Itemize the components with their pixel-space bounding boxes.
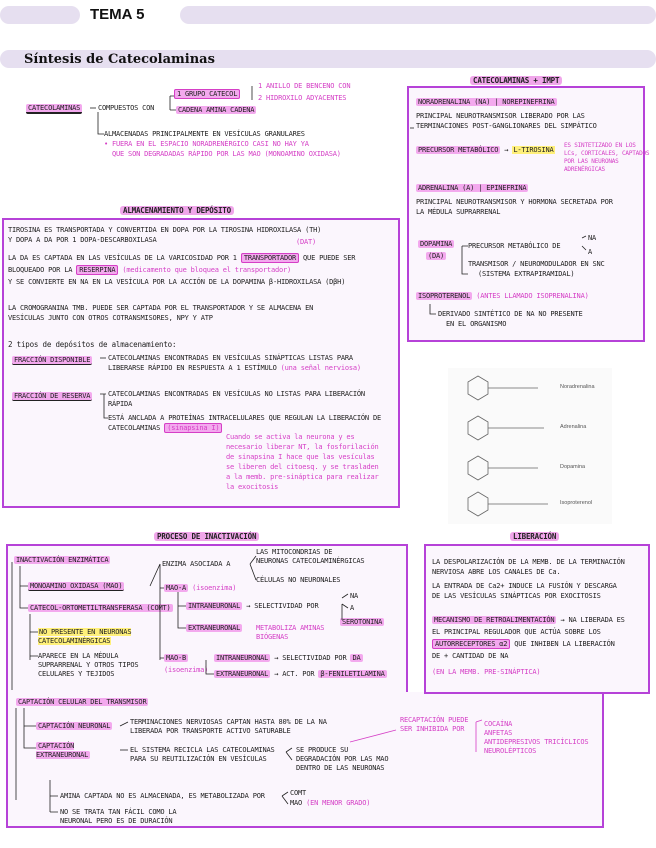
- inact-extra: EXTRANEURONAL: [188, 624, 241, 632]
- cat-anillo: 1 ANILLO DE BENCENO CON: [258, 82, 351, 90]
- lib-auto: AUTORRECEPTORES α2 QUE INHIBEN LA LIBERACIÓN: [432, 640, 615, 649]
- na-prec: PRECURSOR METABÓLICO → L-TIROSINA: [418, 146, 554, 154]
- cat-grupo: 1 GRUPO CATECOL: [174, 90, 240, 99]
- dop-title: DOPAMINA: [420, 240, 453, 248]
- dop-a: A: [588, 248, 593, 256]
- almac-p3a: LA CROMOGRANINA TMB. PUEDE SER CAPTADA POR EL TRANSPORTADOR Y SE ALMACENA EN: [8, 304, 314, 312]
- almac-p2d: Y SE CONVIERTE EN NA EN LA VESÍCULA POR LA ACCIÓN DE LA DOPAMINA β-HIDROXILASA (DβH): [8, 278, 346, 286]
- capt-cap2: AMINA CAPTADA NO ES ALMACENADA, ES METABOLIZADA POR: [60, 792, 265, 800]
- dop-abbr: (DA): [428, 252, 445, 260]
- lib-title: LIBERACIÓN: [510, 532, 559, 542]
- almac-res2: RÁPIDA: [108, 400, 133, 408]
- almac-p1a: TIROSINA ES TRANSPORTADA Y CONVERTIDA EN DOPA POR LA TIROSINA HIDROXILASA (TH): [8, 226, 322, 234]
- inact-title: PROCESO DE INACTIVACIÓN: [154, 532, 259, 542]
- capt-neur1: TERMINACIONES NERVIOSAS CAPTAN HASTA 80% DE LA NA LIBERADA POR TRANSPORTE ACTIVO SATURABLE: [130, 718, 327, 735]
- almac-p2a: LA DA ES CAPTADA EN LAS VESÍCULAS DE LA VARICOSIDAD POR 1 TRANSPORTADOR QUE PUEDE SER: [8, 254, 356, 262]
- ad-title: ADRENALINA (A) | EPINEFRINA: [418, 184, 527, 192]
- inact-maoA: MAO-A (isoenzima): [166, 584, 237, 592]
- almac-p3b: VESÍCULAS JUNTO CON OTROS COTRANSMISORES, NPY Y ATP: [8, 314, 213, 322]
- inact-metab: METABOLIZA AMINAS BIÓGENAS: [256, 624, 325, 641]
- header-bar-left: [0, 6, 80, 24]
- cat-alm3: QUE SON DEGRADADAS RÁPIDO POR LAS MAO (MONOAMINO OXIDASA): [112, 150, 341, 158]
- almac-tipos: 2 tipos de depósitos de almacenamiento:: [8, 340, 177, 349]
- dop-na: NA: [588, 234, 597, 242]
- inact-intraB: INTRANEURONAL → SELECTIVIDAD POR DA: [216, 654, 361, 662]
- cat-alm2: • FUERA EN EL ESPACIO NORADRENÉRGICO CASI NO HAY YA: [104, 140, 309, 148]
- mol-dopamina: Dopamina: [560, 464, 586, 470]
- capt-ext2: SE PRODUCE SU DEGRADACIÓN POR LAS MAO DENTRO DE LAS NEURONAS: [296, 746, 389, 772]
- dop-line3: (SISTEMA EXTRAPIRAMIDAL): [478, 270, 575, 278]
- capt-neur: CAPTACIÓN NEURONAL: [38, 722, 111, 730]
- inact-mao: MONOAMINO OXIDASA (MAO): [30, 582, 123, 590]
- capt-ext: CAPTACIÓN EXTRANEURONAL: [36, 742, 89, 759]
- capt-cap3: NO SE TRATA TAN FÁCIL COMO LA NEURONAL PERO ES DE DURACIÓN: [60, 808, 177, 825]
- inact-maoB-note: (isoenzima): [164, 666, 209, 674]
- ad-line2: LA MÉDULA SUPRARRENAL: [416, 208, 501, 216]
- almac-res4: CATECOLAMINAS (sinapsina I): [108, 424, 222, 433]
- capt-inhib-list: COCAÍNA ANFETAS ANTIDEPRESIVOS TRICÍCLICOS NEUROLÉPTICOS: [484, 720, 589, 755]
- cat-label: CATECOLAMINAS: [28, 104, 81, 112]
- capt-ext1: EL SISTEMA RECICLA LAS CATECOLAMINAS PARA SU REUTILIZACIÓN EN VESÍCULAS: [130, 746, 275, 763]
- capt-inhib: RECAPTACIÓN PUEDE SER INHIBIDA POR: [400, 716, 469, 733]
- iso-line2: EN EL ORGANISMO: [446, 320, 507, 328]
- iso-title: ISOPROTERENOL (ANTES LLAMADO ISOPRENALINA): [418, 292, 589, 300]
- inact-mit2: LAS MITOCONDRIAS DE NEURONAS CATECOLAMINÉRGICAS: [256, 548, 365, 565]
- inact-extraB: EXTRANEURONAL → ACT. POR β-FENILETILAMINA: [216, 670, 385, 678]
- almac-title: ALMACENAMIENTO Y DEPÓSITO: [120, 206, 234, 216]
- header-bar-right: [180, 6, 656, 24]
- inact-mit1: ENZIMA ASOCIADA A: [162, 560, 231, 568]
- almac-res3: ESTÁ ANCLADA A PROTEÍNAS INTRACELULARES QUE REGULAN LA LIBERACIÓN DE: [108, 414, 381, 422]
- dop-line1: PRECURSOR METABÓLICO DE: [468, 242, 561, 250]
- almac-p2c: BLOQUEADO POR LA RESERPINA (medicamento que bloquea el transportador): [8, 266, 292, 274]
- right-header: CATECOLAMINAS + IMPT: [470, 76, 562, 86]
- inact-a: A: [350, 604, 355, 612]
- inact-na: NA: [350, 592, 359, 600]
- cat-alm1: ALMACENADAS PRINCIPALMENTE EN VESÍCULAS GRANULARES: [104, 130, 305, 138]
- lib-r5: (EN LA MEMB. PRE-SINÁPTICA): [432, 668, 541, 676]
- lib-l4: DE LAS VESÍCULAS SINÁPTICAS POR EXOCITOSIS: [432, 592, 601, 600]
- dop-line2: TRANSMISOR / NEUROMODULADOR EN SNC: [468, 260, 605, 268]
- inact-enz: INACTIVACIÓN ENZIMÁTICA: [16, 556, 109, 564]
- cat-cadena: CADENA AMINA CADENA: [178, 106, 255, 114]
- almac-res1: CATECOLAMINAS ENCONTRADAS EN VESÍCULAS NO LISTAS PARA LIBERACIÓN: [108, 390, 365, 398]
- almac-res: FRACCIÓN DE RESERVA: [14, 392, 91, 400]
- cat-hidroxilo: 2 HIDROXILO ADYACENTES: [258, 94, 347, 102]
- molecules-figure: [448, 368, 612, 524]
- mol-isoproterenol: Isoproterenol: [560, 500, 593, 506]
- na-note: ES SINTETIZADO EN LOS LCs, CORTICALES, CAPTADOS POR LAS NEURONAS ADRENÉRGICAS: [564, 142, 650, 173]
- inact-serot: SEROTONINA: [342, 618, 383, 626]
- mol-noradrenalina: Noradrenalina: [560, 384, 595, 390]
- lib-r2: EL PRINCIPAL REGULADOR QUE ACTÚA SOBRE LOS: [432, 628, 601, 636]
- inact-maoB: MAO-B: [166, 654, 187, 662]
- na-title: NORADRENALINA (NA) | NOREPINEFRINA: [418, 98, 555, 106]
- almac-p1b: Y DOPA A DA POR 1 DOPA-DESCARBOXILASA: [8, 236, 157, 244]
- capt-title: CAPTACIÓN CELULAR DEL TRANSMISOR: [18, 698, 147, 706]
- almac-disp: FRACCIÓN DISPONIBLE: [14, 356, 91, 364]
- almac-disp1: CATECOLAMINAS ENCONTRADAS EN VESÍCULAS SINÁPTICAS LISTAS PARA: [108, 354, 353, 362]
- na-line1: PRINCIPAL NEUROTRANSMISOR LIBERADO POR LAS: [416, 112, 585, 120]
- cat-compuestos: COMPUESTOS CON: [98, 104, 155, 112]
- inact-comt1: NO PRESENTE EN NEURONAS CATECOLAMINÉRGICAS: [38, 628, 132, 645]
- almac-disp2: LIBERARSE RÁPIDO EN RESPUESTA A 1 ESTÍMULO (una señal nerviosa): [108, 364, 361, 372]
- lib-ret: MECANISMO DE RETROALIMENTACIÓN → NA LIBERADA ES: [434, 616, 625, 624]
- lib-l1: LA DESPOLARIZACIÓN DE LA MEMB. DE LA TERMINACIÓN: [432, 558, 625, 566]
- inact-comt: CATECOL-ORTOMETILTRANSFERASA (COMT): [30, 604, 171, 612]
- capt-comt-mao: COMT MAO (EN MENOR GRADO): [290, 789, 371, 807]
- na-line2: TERMINACIONES POST-GANGLIONARES DEL SIMPÁTICO: [416, 122, 597, 130]
- tema-label: TEMA 5: [90, 6, 145, 23]
- lib-l3: LA ENTRADA DE Ca2+ INDUCE LA FUSIÓN Y DESCARGA: [432, 582, 617, 590]
- almac-dat: (DAT): [296, 238, 317, 246]
- mol-adrenalina: Adrenalina: [560, 424, 587, 430]
- inact-comt2: APARECE EN LA MÉDULA SUPRARRENAL Y OTROS TIPOS CELULARES Y TEJIDOS: [38, 652, 139, 678]
- lib-r4: DE + CANTIDAD DE NA: [432, 652, 509, 660]
- iso-line1: DERIVADO SINTÉTICO DE NA NO PRESENTE: [438, 310, 583, 318]
- ad-line1: PRINCIPAL NEUROTRANSMISOR Y HORMONA SECRETADA POR: [416, 198, 613, 206]
- almac-sinapsina-note: Cuando se activa la neurona y es necesario liberar NT, la fosforilación de sinapsina I hace que las vesículas se liberen del citoesq. y se trasladen a la memb. pre-sináptica para realizar la exocitosis: [226, 433, 379, 491]
- page-title: Síntesis de Catecolaminas: [24, 52, 215, 67]
- lib-l2: NERVIOSA ABRE LOS CANALES DE Ca.: [432, 568, 561, 576]
- inact-intra: INTRANEURONAL → SELECTIVIDAD POR: [188, 602, 319, 610]
- inact-mit3: CÉLULAS NO NEURONALES: [256, 576, 341, 584]
